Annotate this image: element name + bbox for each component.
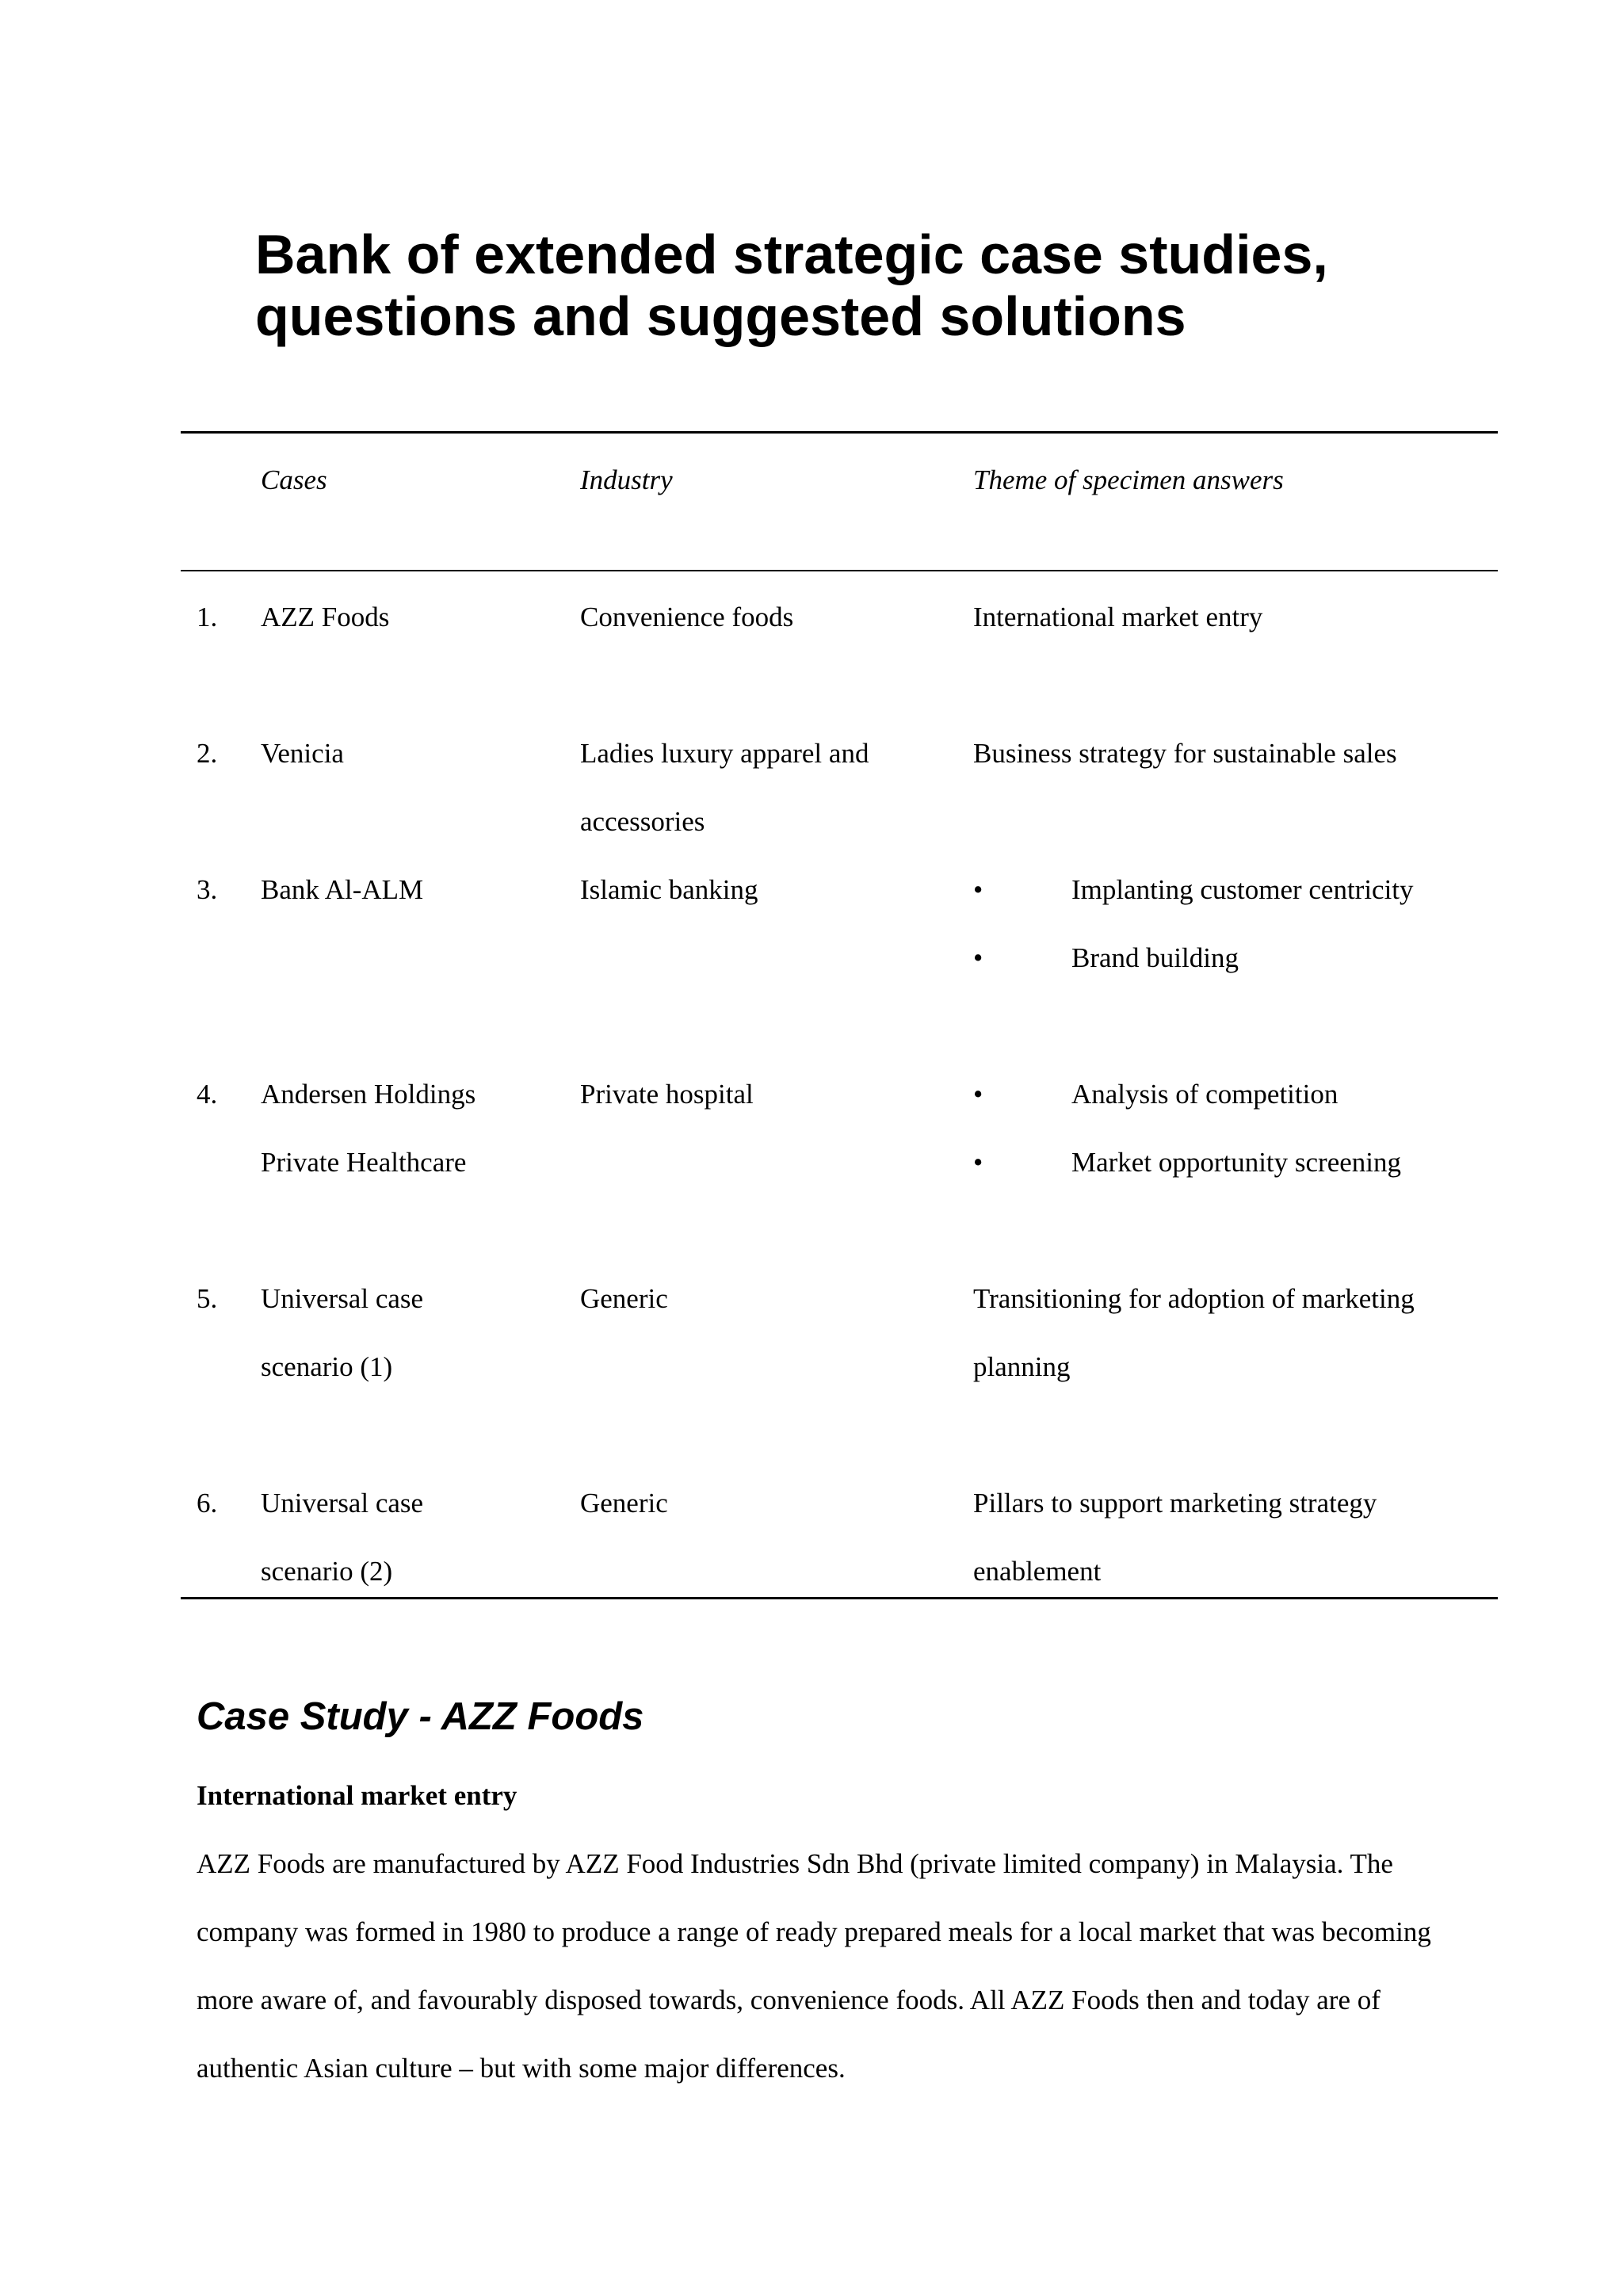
row-number: 5.	[197, 1283, 218, 1314]
table-header-rule	[181, 570, 1498, 571]
paragraph-line: AZZ Foods are manufactured by AZZ Food Industries Sdn Bhd (private limited company) in Malaysia. The	[197, 1848, 1393, 1879]
theme-text: Business strategy for sustainable sales	[973, 738, 1397, 769]
case-name: Andersen Holdings	[261, 1079, 476, 1110]
industry-name: Private hospital	[580, 1079, 754, 1110]
industry-name: Islamic banking	[580, 874, 758, 905]
case-study-paragraph	[197, 1830, 1465, 2103]
row-number: 6.	[197, 1488, 218, 1519]
industry-name: Convenience foods	[580, 602, 794, 632]
table-top-rule	[181, 431, 1498, 434]
theme-bullet-text: Analysis of competition	[1071, 1079, 1338, 1110]
industry-name-line-2: accessories	[580, 806, 705, 837]
bullet-icon: •	[973, 1079, 983, 1110]
case-name-line-2: scenario (2)	[261, 1556, 393, 1587]
row-number: 2.	[197, 738, 218, 769]
table-bottom-rule	[181, 1597, 1498, 1599]
theme-bullet-text: Brand building	[1071, 942, 1239, 973]
case-name: AZZ Foods	[261, 602, 390, 632]
case-name-line-2: Private Healthcare	[261, 1147, 467, 1178]
theme-bullet-text: Implanting customer centricity	[1071, 874, 1414, 905]
paragraph-line: more aware of, and favourably disposed towards, convenience foods. All AZZ Foods then and today are of	[197, 1985, 1381, 2015]
header-theme: Theme of specimen answers	[973, 464, 1284, 495]
theme-text-line-2: planning	[973, 1351, 1071, 1382]
theme-text: Transitioning for adoption of marketing	[973, 1283, 1415, 1314]
header-cases: Cases	[261, 464, 327, 495]
paragraph-line: company was formed in 1980 to produce a range of ready prepared meals for a local market that was becoming	[197, 1916, 1431, 1947]
theme-bullet-list	[973, 1060, 1401, 1197]
case-name: Venicia	[261, 738, 344, 769]
bullet-icon: •	[973, 942, 983, 973]
theme-bullet-text: Market opportunity screening	[1071, 1147, 1402, 1178]
row-number: 4.	[197, 1079, 218, 1110]
industry-name: Generic	[580, 1283, 668, 1314]
bullet-icon: •	[973, 874, 983, 905]
bullet-icon: •	[973, 1147, 983, 1178]
theme-text-line-2: enablement	[973, 1556, 1102, 1587]
case-study-heading: Case Study - AZZ Foods	[197, 1695, 644, 1738]
theme-bullet-item	[973, 1129, 1401, 1197]
industry-name: Ladies luxury apparel and	[580, 738, 869, 769]
case-name: Universal case	[261, 1283, 424, 1314]
case-name: Bank Al-ALM	[261, 874, 424, 905]
case-study-subheading: International market entry	[197, 1780, 517, 1811]
row-number: 1.	[197, 602, 218, 632]
theme-bullet-list	[973, 856, 1414, 992]
header-industry: Industry	[580, 464, 673, 495]
case-name-line-2: scenario (1)	[261, 1351, 393, 1382]
theme-bullet-item	[973, 1060, 1401, 1129]
paragraph-line: authentic Asian culture – but with some major differences.	[197, 2053, 846, 2084]
theme-bullet-item	[973, 924, 1414, 992]
case-name: Universal case	[261, 1488, 424, 1519]
theme-bullet-item	[973, 856, 1414, 924]
page-title: Bank of extended strategic case studies, questions and suggested solutions	[255, 223, 1328, 347]
row-number: 3.	[197, 874, 218, 905]
theme-text: Pillars to support marketing strategy	[973, 1488, 1377, 1519]
theme-text: International market entry	[973, 602, 1263, 632]
industry-name: Generic	[580, 1488, 668, 1519]
